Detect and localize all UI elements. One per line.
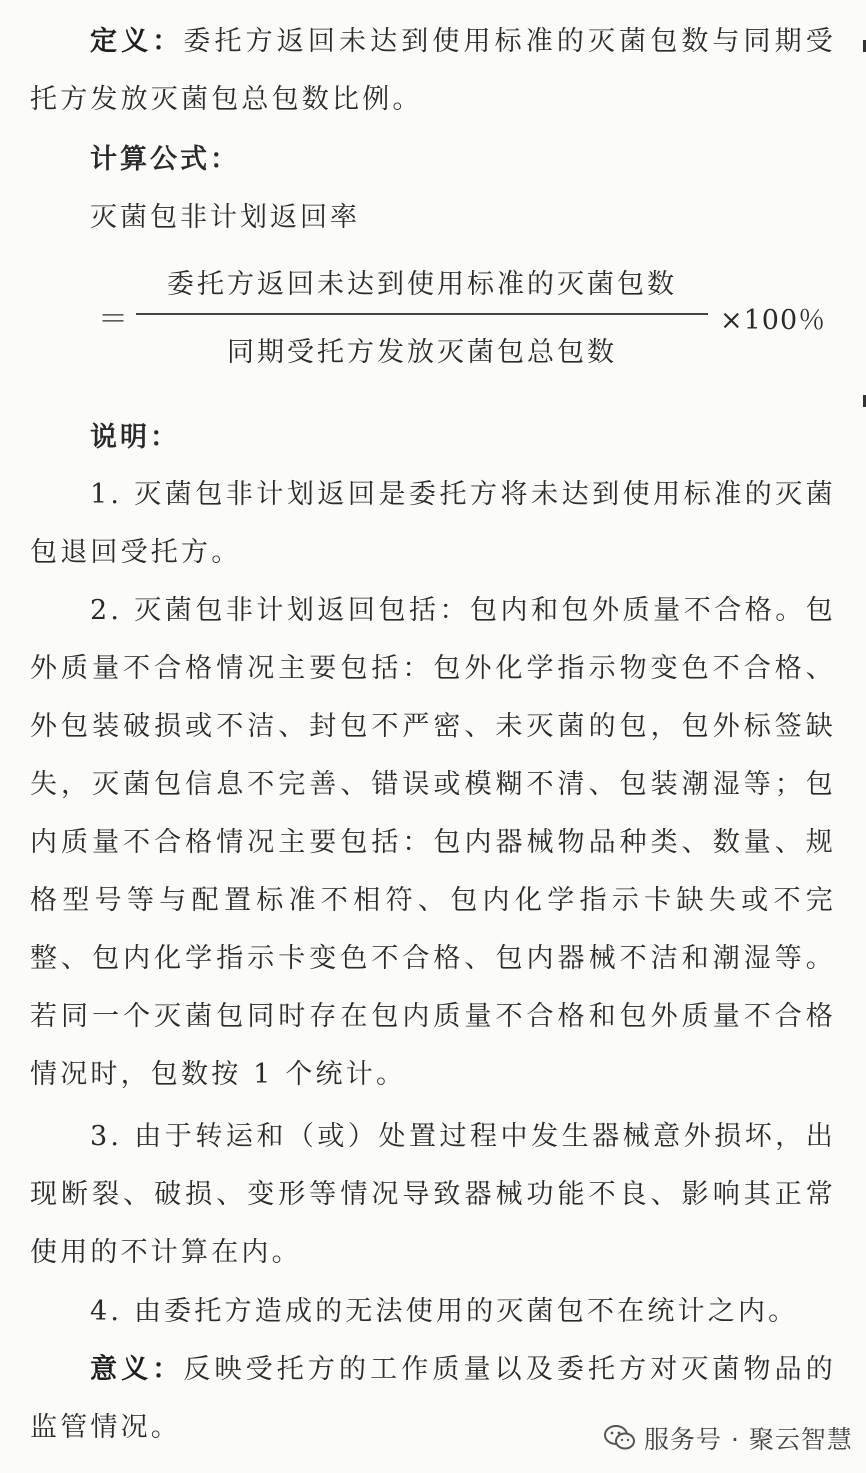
- definition-label: 定义：: [90, 26, 184, 57]
- significance-text: 反映受托方的工作质量以及委托方对灭菌物品的监管情况。: [30, 1354, 836, 1443]
- note-1: 1. 灭菌包非计划返回是委托方将未达到使用标准的灭菌包退回受托方。: [30, 479, 836, 568]
- formula-denominator: 同期受托方发放灭菌包总包数: [227, 337, 617, 368]
- watermark-text: 服务号 · 聚云智慧: [644, 1425, 853, 1454]
- note-4: 4. 由委托方造成的无法使用的灭菌包不在统计之内。: [90, 1296, 799, 1327]
- formula-equals: ＝: [98, 302, 128, 337]
- wechat-icon: [604, 1424, 636, 1452]
- fraction-bar: [136, 313, 708, 315]
- notes-heading: 说明：: [90, 422, 180, 453]
- definition-text: 委托方返回未达到使用标准的灭菌包数与同期受托方发放灭菌包总包数比例。: [30, 26, 836, 115]
- formula-multiplier: ×100％: [720, 305, 827, 336]
- note-3: 3. 由于转运和（或）处置过程中发生器械意外损坏，出现断裂、破损、变形等情况导致器械功能不良、影响其正常使用的不计算在内。: [30, 1121, 836, 1268]
- significance-label: 意义：: [90, 1354, 184, 1385]
- watermark: [604, 1418, 853, 1458]
- note-2: 2. 灭菌包非计划返回包括：包内和包外质量不合格。包外质量不合格情况主要包括：包外化学指示物变色不合格、外包装破损或不洁、封包不严密、未灭菌的包，包外标签缺失，灭菌包信息不完善、错误或模糊不清、包装潮湿等；包内质量不合格情况主要包括：包内器械物品种类、数量、规格型号等与配置标准不相符、包内化学指示卡缺失或不完整、包内化学指示卡变色不合格、包内器械不洁和潮湿等。若同一个灭菌包同时存在包内质量不合格和包外质量不合格情况时，包数按 1 个统计。: [30, 595, 836, 1090]
- formula-numerator: 委托方返回未达到使用标准的灭菌包数: [167, 269, 677, 300]
- formula-name: 灭菌包非计划返回率: [90, 202, 360, 233]
- definition-paragraph: [30, 13, 836, 129]
- formula-heading: 计算公式：: [90, 144, 240, 175]
